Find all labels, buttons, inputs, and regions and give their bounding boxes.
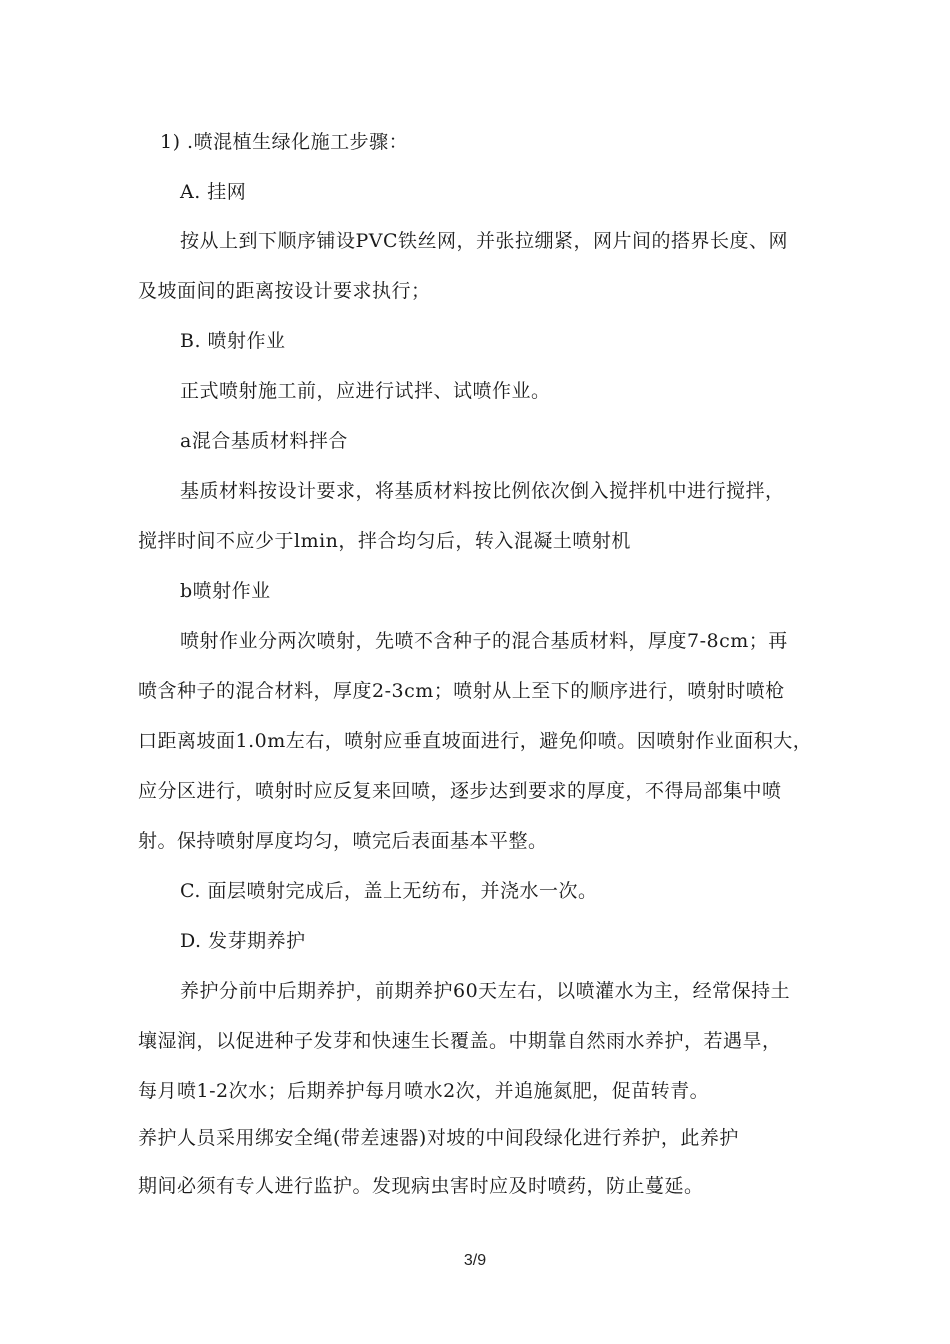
paragraph-line: 及坡面间的距离按设计要求执行； (138, 280, 431, 302)
paragraph-line: 射。保持喷射厚度均匀，喷完后表面基本平整。 (138, 830, 548, 852)
paragraph-line: 按从上到下顺序铺设PVC铁丝网，并张拉绷紧，网片间的搭界长度、网 (180, 230, 789, 252)
step-d-heading: D. 发芽期养护 (180, 930, 306, 952)
paragraph-line: 每月喷1-2次水；后期养护每月喷水2次，并追施氮肥，促苗转青。 (138, 1080, 710, 1102)
substep-a-heading: a混合基质材料拌合 (180, 430, 348, 452)
paragraph-line: 喷含种子的混合材料，厚度2-3cm；喷射从上至下的顺序进行，喷射时喷枪 (138, 680, 785, 702)
paragraph-line: 养护人员采用绑安全绳(带差速器)对坡的中间段绿化进行养护，此养护 (138, 1127, 739, 1149)
paragraph-line: 正式喷射施工前，应进行试拌、试喷作业。 (180, 380, 551, 402)
paragraph-line: 应分区进行，喷射时应反复来回喷，逐步达到要求的厚度，不得局部集中喷 (138, 780, 782, 802)
paragraph-line: 期间必须有专人进行监护。发现病虫害时应及时喷药，防止蔓延。 (138, 1175, 704, 1197)
page-number: 3/9 (463, 1252, 487, 1269)
paragraph-line: 喷射作业分两次喷射，先喷不含种子的混合基质材料，厚度7-8cm；再 (180, 630, 788, 652)
paragraph-line: 口距离坡面1.0m左右，喷射应垂直坡面进行，避免仰喷。因喷射作业面积大， (138, 730, 813, 752)
paragraph-line: 壤湿润，以促进种子发芽和快速生长覆盖。中期靠自然雨水养护，若遇旱， (138, 1030, 782, 1052)
paragraph-line: 养护分前中后期养护，前期养护60天左右，以喷灌水为主，经常保持土 (180, 980, 791, 1002)
step-a-heading: A. 挂网 (180, 181, 247, 203)
step-b-heading: B. 喷射作业 (180, 330, 286, 352)
paragraph-line: 基质材料按设计要求，将基质材料按比例依次倒入搅拌机中进行搅拌， (180, 480, 785, 502)
section-heading: 1) .喷混植生绿化施工步骤： (160, 131, 409, 153)
substep-b-heading: b喷射作业 (180, 580, 271, 602)
paragraph-line: 搅拌时间不应少于lmin，拌合均匀后，转入混凝土喷射机 (138, 530, 631, 552)
step-c-heading: C. 面层喷射完成后，盖上无纺布，并浇水一次。 (180, 880, 598, 902)
